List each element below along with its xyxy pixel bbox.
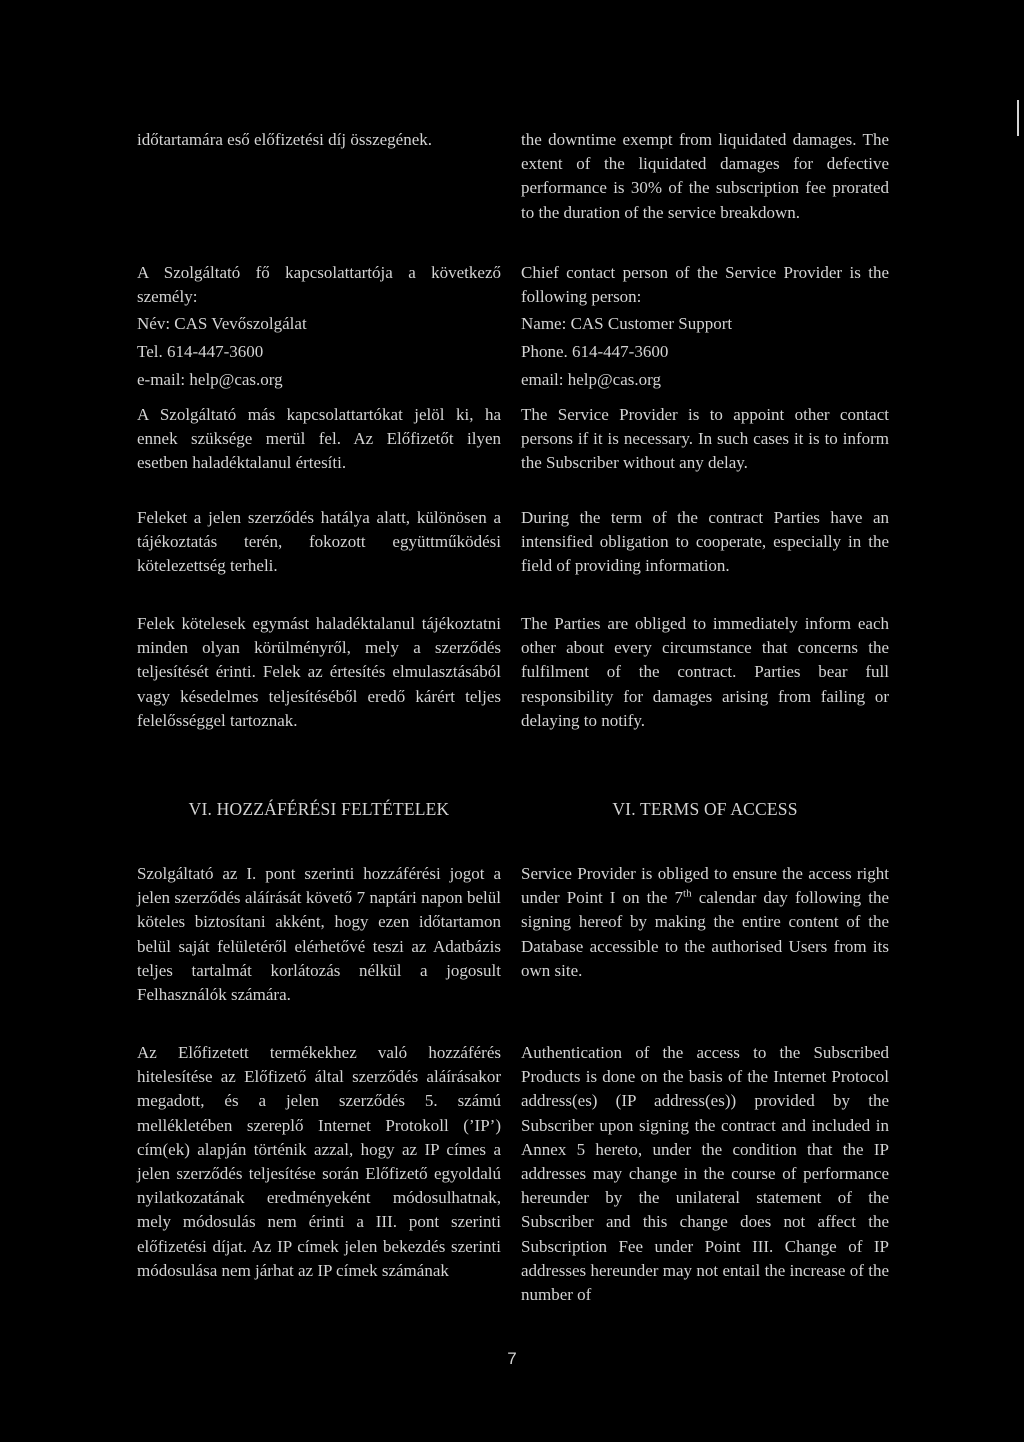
en-paragraph-notification: The Parties are obliged to immediately inform each other about every circumstance that concerns the fulfilment of the contract. Parties bear full responsibility for damages arising from failing or delaying to notify. (521, 614, 889, 730)
en-paragraph-chief-contact: Chief contact person of the Service Provider is the following person: (521, 263, 889, 307)
scan-edge-mark (1017, 100, 1019, 136)
en-contact-email: email: help@cas.org (521, 370, 661, 389)
hu-paragraph-liquidated-damages: időtartamára eső előfizetési díj összegének. (137, 130, 433, 149)
ordinal-suffix: th (683, 887, 692, 900)
en-paragraph-other-contacts: The Service Provider is to appoint other contact persons if it is necessary. In such cases it is to inform the Subscriber without any delay. (521, 405, 889, 473)
hu-paragraph-other-contacts: A Szolgáltató más kapcsolattartókat jelöl ki, ha ennek szüksége merül fel. Az Előfizetőt ilyen esetben haladéktalanul értesíti. (137, 405, 501, 473)
en-paragraph-access-right (521, 862, 889, 983)
hu-contact-email: e-mail: help@cas.org (137, 370, 283, 389)
hu-paragraph-access-right: Szolgáltató az I. pont szerinti hozzáférési jogot a jelen szerződés aláírását követő 7 naptári napon belül köteles biztosítani akként, hogy ezen időtartamon belül saját felületéről elérhetővé teszi az Adatbázis teljes tartalmát korlátozás nélkül a jogosult Felhasználók számára. (137, 864, 501, 1005)
hu-paragraph-cooperation: Feleket a jelen szerződés hatálya alatt, különösen a tájékoztatás terén, fokozott együttműködési kötelezettség terheli. (137, 508, 501, 576)
en-access-right-text-start: Service Provider is obliged to ensure the access right under Point I on the 7 (521, 864, 889, 908)
hu-section-heading: VI. HOZZÁFÉRÉSI FELTÉTELEK (188, 799, 450, 819)
en-paragraph-liquidated-damages: the downtime exempt from liquidated damages. The extent of the liquidated damages for defective performance is 30% of the subscription fee prorated to the duration of the service breakdown. (521, 130, 889, 222)
hu-contact-phone: Tel. 614-447-3600 (137, 342, 264, 361)
hu-contact-name: Név: CAS Vevőszolgálat (137, 314, 307, 333)
page-number: 7 (507, 1349, 517, 1368)
hu-paragraph-notification: Felek kötelesek egymást haladéktalanul tájékoztatni minden olyan körülményről, mely a szerződés teljesítését érinti. Felek az értesítés elmulasztásából vagy késedelmes teljesítéséből eredő kárért teljes felelősséggel tartoznak. (137, 614, 501, 730)
en-contact-phone: Phone. 614-447-3600 (521, 342, 669, 361)
en-access-right-text-end: calendar day following the signing hereof by making the entire content of the Database accessible to the authorised Users from its own site. (521, 888, 889, 980)
hu-paragraph-authentication: Az Előfizetett termékekhez való hozzáférés hitelesítése az Előfizető által szerződés aláírásakor megadott, és a jelen szerződés 5. számú mellékletében szereplő Internet Protokoll (’IP’) cím(ek) alapján történik azzal, hogy az IP címes a jelen szerződés teljesítése során Előfizető egyoldalú nyilatkozatának eredményeként módosulhatnak, mely módosulás nem érinti a III. pont szerinti előfizetési díjat. Az IP címek jelen bekezdés szerinti módosulása nem járhat az IP címek számának (137, 1043, 501, 1280)
hu-paragraph-chief-contact: A Szolgáltató fő kapcsolattartója a következő személy: (137, 263, 501, 307)
en-paragraph-cooperation: During the term of the contract Parties have an intensified obligation to cooperate, especially in the field of providing information. (521, 508, 889, 576)
en-section-heading: VI. TERMS OF ACCESS (612, 799, 798, 819)
en-paragraph-authentication: Authentication of the access to the Subscribed Products is done on the basis of the Internet Protocol address(es) (IP address(es)) provided by the Subscriber upon signing the contract and included in Annex 5 hereto, under the condition that the IP addresses may change in the course of performance hereunder by the unilateral statement of the Subscriber and this change does not affect the Subscription Fee under Point III. Change of IP addresses hereunder may not entail the increase of the number of (521, 1043, 889, 1305)
en-contact-name: Name: CAS Customer Support (521, 314, 733, 333)
